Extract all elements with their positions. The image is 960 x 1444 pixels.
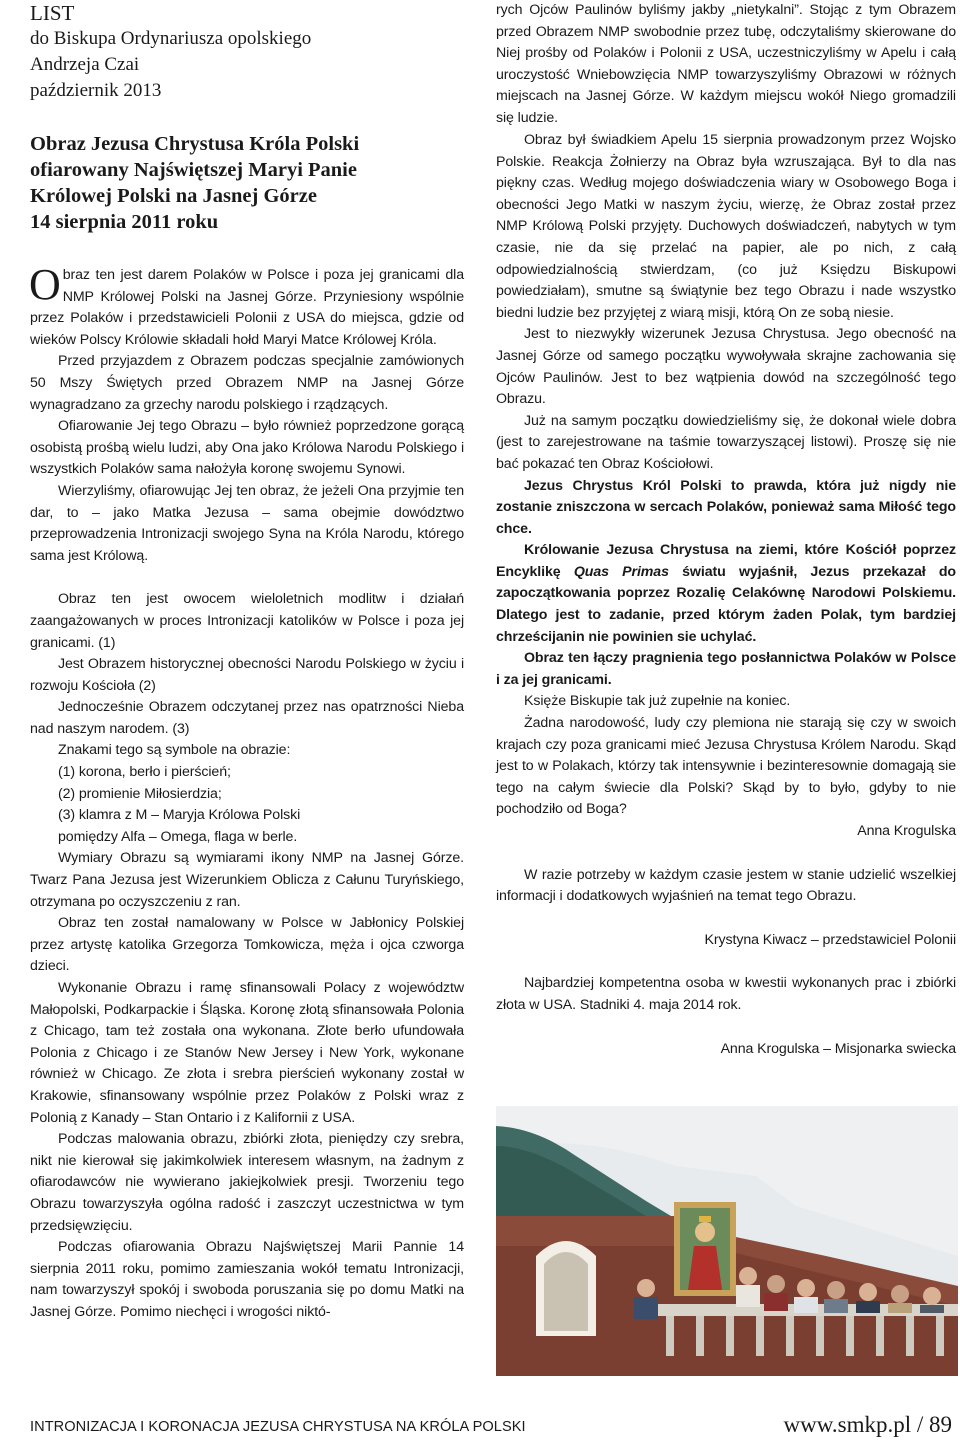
article-title bbox=[30, 131, 464, 235]
article-title-line: 14 sierpnia 2011 roku bbox=[30, 211, 219, 233]
church-balcony-photo bbox=[496, 1106, 958, 1376]
symbol-list-item: (1) korona, berło i pierścień; bbox=[58, 764, 231, 781]
paragraph: Żadna narodowość, ludy czy plemiona nie starają się czy w swoich krajach czy poza granicami mieć Jezusa Chrystusa Królem Narodu. Skąd jest to w Polakach, którzy tak intensywnie i bezinteresownie domagają sie tego na całym świecie dla Polski? Skąd by to było, gdyby to nie pochodziło od Boga? bbox=[496, 715, 956, 818]
symbol-list-item: (3) klamra z M – Maryja Królowa Polski bbox=[58, 807, 301, 824]
paragraph: Wykonanie Obrazu i ramę sfinansowali Polacy z województw Małopolski, Podkarpackie i Śląska. Koronę złotą sfinansowała Polonia z Chicago, tam też została ona wykonana. Złote berło ufundowała Polonia z Chicago i ze Stanów New Jersey i New York, wykonane również w Chicago. Ze złota i srebra pierścień wykonany został w Krakowie, sfinansowany wspólnie przez Polaków z Polski wraz z Polonią z Kanady – Stan Ontario i z Kalifornii z USA. bbox=[30, 980, 464, 1126]
paragraph: Wymiary Obrazu są wymiarami ikony NMP na Jasnej Górze. Twarz Pana Jezusa jest Wizerunkiem Oblicza z Całunu Turyńskiego, otrzymana po oczyszczeniu z ran. bbox=[30, 850, 464, 910]
lead-paragraph-text: braz ten jest darem Polaków w Polsce i poza jej granicami dla NMP Królowej Polski na Jasnej Górze. Przyniesiony wspólnie przez Polaków i przedstawicieli Polonii z USA do miejsca, gdzie od wieków Polscy Królowie składali hołd Maryi Matce Królowej Króla. bbox=[30, 267, 464, 348]
signature: Anna Krogulska – Misjonarka swiecka bbox=[720, 1040, 956, 1057]
bold-paragraph: Jezus Chrystus Król Polski to prawda, która już nigdy nie zostanie zniszczona w sercach Polaków, ponieważ sama Miłość tego chce. bbox=[496, 477, 956, 537]
continued-text: rych Ojców Paulinów byliśmy jakby „nietykalni”. Stojąc z tym Obrazem przed Obrazem NMP swobodnie przez tubę, odczytaliśmy skierowane do Niej prośby od Polaków i Polonii z USA, uczestniczyliśmy w Apelu i całą uroczystość Wniebowzięcia NMP towarzyszyliśmy Obrazowi w różnych miejscach na Jasnej Górze. W każdym miejscu wokół Niego gromadzili się ludzie. bbox=[496, 2, 956, 126]
paragraph: Obraz ten jest owocem wieloletnich modlitw i działań zaangażowanych w proces Intronizacji katolików w Polsce i poza jej granicami. (1) bbox=[30, 591, 464, 651]
article-title-line: ofiarowany Najświętszej Maryi Panie bbox=[30, 159, 357, 181]
paragraph: Wierzyliśmy, ofiarowując Jej ten obraz, że jeżeli Ona przyjmie ten dar, to – jako Matka Jezusa – sama obejmie dowództwo przeprowadzenia Intronizacji swojego Syna na Króla Narodu, którego sama jest Królową. bbox=[30, 482, 464, 564]
paragraph: Jednocześnie Obrazem odczytanej przez nas opatrzności Nieba nad naszym narodem. (3) bbox=[30, 699, 464, 737]
note-paragraph: Najbardziej kompetentna osoba w kwestii wykonanych prac i zbiórki złota w USA. Stadniki 4. maja 2014 rok. bbox=[496, 975, 956, 1013]
dropcap-letter: O bbox=[29, 260, 61, 309]
article-title-line: Królowej Polski na Jasnej Górze bbox=[30, 185, 317, 207]
paragraph: Obraz ten został namalowany w Polsce w Jabłonicy Polskiej przez artystę katolika Grzegorza Tomkowicza, męża i ojca czworga dzieci. bbox=[30, 915, 464, 975]
right-column bbox=[496, 0, 956, 1060]
paragraph: Jest Obrazem historycznej obecności Narodu Polskiego w życiu i rozwoju Kościoła (2) bbox=[30, 656, 464, 694]
symbol-list-item: (2) promienie Miłosierdzia; bbox=[58, 785, 222, 802]
footer-section-title: INTRONIZACJA I KORONACJA JEZUSA CHRYSTUSA NA KRÓLA POLSKI bbox=[30, 1419, 526, 1435]
article-title-line: Obraz Jezusa Chrystusa Króla Polski bbox=[30, 133, 360, 155]
bold-text: Królowanie Jezusa Chrystusa na ziemi, które Kościół poprzez Encyklikę bbox=[496, 542, 956, 580]
note-paragraph: W razie potrzeby w każdym czasie jestem w stanie udzielić wszelkiej informacji i dodatkowych wyjaśnień na temat tego Obrazu. bbox=[496, 866, 956, 905]
list-recipient-line: do Biskupa Ordynariusza opolskiego bbox=[30, 28, 312, 49]
paragraph: Księże Biskupie tak już zupełnie na koniec. bbox=[524, 693, 791, 710]
left-column bbox=[30, 0, 464, 1323]
encyclical-title: Quas Primas bbox=[573, 563, 669, 580]
paragraph: Ofiarowanie Jej tego Obrazu – było również poprzedzone gorącą osobistą prośbą wielu ludzi, aby Ona jako Królowa Narodu Polskiego i wszystkich Polaków sama nałożyła koronę swojemu Synowi. bbox=[30, 418, 464, 478]
bold-paragraph: Obraz ten łączy pragnienia tego posłannictwa Polaków w Polsce i za jej granicami. bbox=[496, 650, 956, 688]
photo-illustration bbox=[496, 1106, 958, 1376]
lead-paragraph bbox=[29, 260, 464, 351]
paragraph: Już na samym początku dowiedzieliśmy się, że dokonał wiele dobra (jest to zarejestrowane na taśmie towarzyszącej listowi). Proszę się nie bać pokazać ten Obraz Kościołowi. bbox=[496, 412, 956, 472]
signature: Anna Krogulska bbox=[857, 823, 956, 839]
signature: Krystyna Kiwacz – przedstawiciel Polonii bbox=[704, 931, 956, 948]
list-date: październik 2013 bbox=[30, 80, 162, 101]
bold-paragraph bbox=[496, 540, 956, 648]
bold-text: światu wyjaśnił, Jezus przekazał do zapoczątkowania poprzez Rozalię Celakównę Narodowi Polskiemu. Dlatego jest to zadanie, przed którym żaden Polak, tym bardziej chrześcijanin nie powinien sie uchylać. bbox=[496, 563, 956, 645]
paragraph: Obraz był świadkiem Apelu 15 sierpnia prowadzonym przez Wojsko Polskie. Reakcja Żołnierzy na Obraz była wzruszająca. Był to dla nas piękny czas. Według mojego doświadczenia wiary w Osobowego Boga i obecności Jego Matki w naszym życiu, wierzę, że Obraz został przez NMP Królową Polski przyjęty. Duchowych doświadczeń, nabytych w tym czasie, nie da się przelać na papier, ale po nich, z całą odpowiedzialnością stwierdzam, (co już Księdzu Biskupowi powiedziałam), smutne są świątynie bez tego Obrazu i nade wszystko biedni ludzie bez przyjętej z wiarą misji, którą On ze sobą niesie. bbox=[496, 132, 956, 321]
paragraph-continuation bbox=[496, 0, 956, 130]
paragraph: Przed przyjazdem z Obrazem podczas specjalnie zamówionych 50 Mszy Świętych przed Obrazem NMP na Jasnej Górze wynagradzano za grzechy narodu polskiego i rządzących. bbox=[30, 353, 464, 413]
paragraph: Podczas malowania obrazu, zbiórki złota, pieniędzy czy srebra, nikt nie kierował się jakimkolwiek interesem własnym, na żadnym z ofiarodawców nie wywierano jakiejkolwiek presji. Tworzeniu tego Obrazu towarzyszyła ogólna radość i zaszczyt uczestnictwa w tym przedsięwzięciu. bbox=[30, 1131, 464, 1234]
footer-site-page: www.smkp.pl / 89 bbox=[783, 1412, 952, 1437]
list-label: LIST bbox=[30, 1, 75, 25]
symbol-list-intro: Znakami tego są symbole na obrazie: bbox=[58, 742, 291, 759]
paragraph-continued: Podczas ofiarowania Obrazu Najświętszej Marii Pannie 14 sierpnia 2011 roku, pomimo zamieszania wokół tematu Intronizacji, nam towarzyszył spokój i swoboda poruszania się po domu Matki na Jasnej Górze. Pomimo niechęci i wrogości niktó- bbox=[30, 1239, 464, 1320]
paragraph: Jest to niezwykły wizerunek Jezusa Chrystusa. Jego obecność na Jasnej Górze od samego początku wywoływała skrajne zachowania się Ojców Paulinów. Jest to bez wątpienia dowód na szczególność tego Obrazu. bbox=[496, 326, 956, 408]
symbol-list-item: pomiędzy Alfa – Omega, flaga w berle. bbox=[58, 828, 298, 845]
list-recipient-name: Andrzeja Czai bbox=[30, 54, 140, 75]
